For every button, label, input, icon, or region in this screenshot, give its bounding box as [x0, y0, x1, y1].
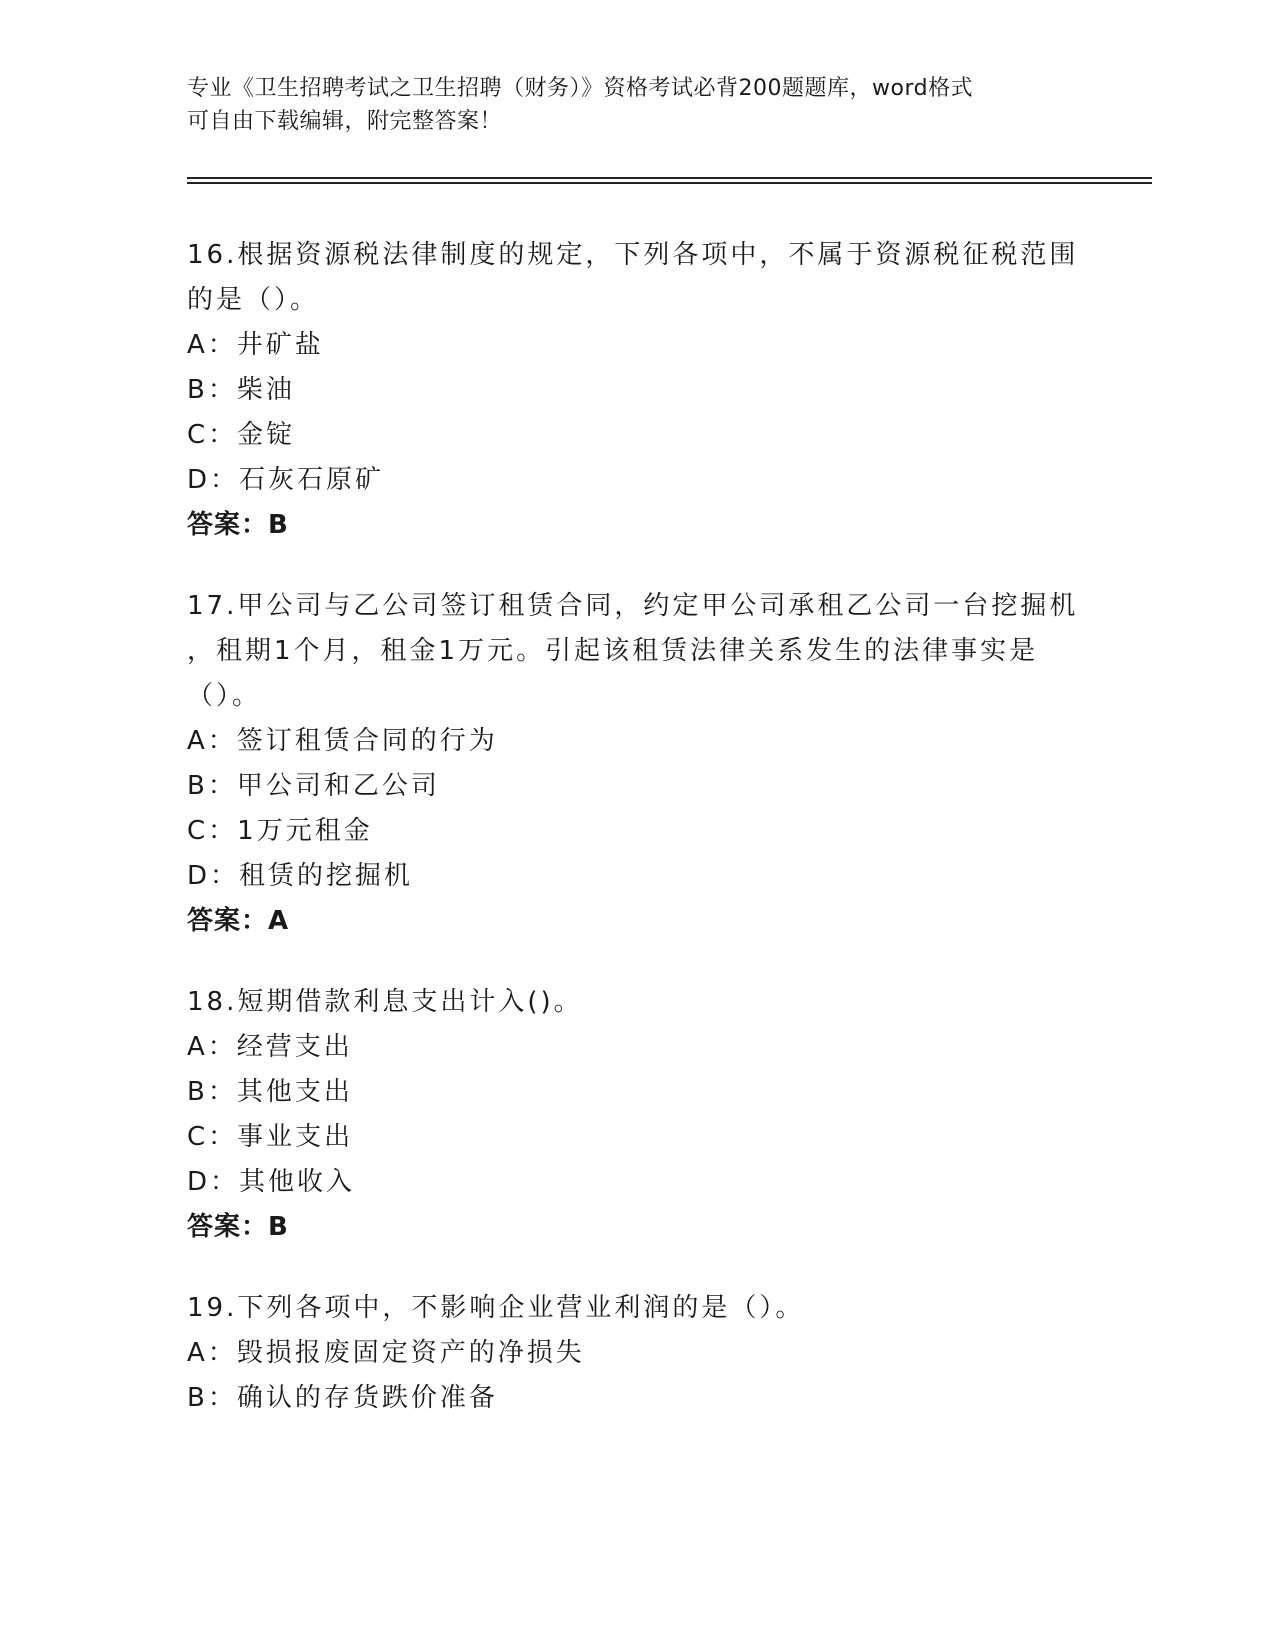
option-c: C：1万元租金: [187, 816, 373, 846]
question-stem: 16.根据资源税法律制度的规定，下列各项中，不属于资源税征税范围 的是（）。: [187, 240, 1079, 315]
option-b: B：甲公司和乙公司: [187, 771, 440, 801]
option-d: D：石灰石原矿: [187, 465, 385, 495]
question-list: [187, 233, 1087, 1457]
header-line-2: 可自由下载编辑，附完整答案！: [187, 109, 503, 134]
option-a: A：毁损报废固定资产的净损失: [187, 1338, 585, 1368]
option-a: A：签订租赁合同的行为: [187, 726, 498, 756]
question-16: [187, 233, 1087, 548]
option-a: A：经营支出: [187, 1032, 353, 1062]
header-line-1: 专业《卫生招聘考试之卫生招聘（财务）》资格考试必背200题题库，word格式: [187, 76, 974, 101]
question-18: [187, 980, 1087, 1250]
question-stem: 17.甲公司与乙公司签订租赁合同，约定甲公司承租乙公司一台挖掘机 ，租期1个月，租金1万元。引起该租赁法律关系发生的法律事实是 （）。: [187, 591, 1079, 711]
option-b: B：柴油: [187, 375, 295, 405]
question-stem: 19.下列各项中，不影响企业营业利润的是（）。: [187, 1293, 805, 1323]
question-19: [187, 1286, 1087, 1421]
option-a: A：井矿盐: [187, 330, 324, 360]
option-c: C：事业支出: [187, 1122, 354, 1152]
answer: 答案：B: [187, 1212, 289, 1242]
option-d: D：租赁的挖掘机: [187, 861, 414, 891]
document-header: [187, 72, 1067, 138]
option-d: D：其他收入: [187, 1167, 356, 1197]
header-rule-bottom: [187, 182, 1152, 184]
option-c: C：金锭: [187, 420, 296, 450]
option-b: B：其他支出: [187, 1077, 353, 1107]
answer: 答案：B: [187, 510, 289, 540]
header-rule-top: [187, 177, 1152, 179]
answer: 答案：A: [187, 906, 290, 936]
question-17: [187, 584, 1087, 944]
option-b: B：确认的存货跌价准备: [187, 1383, 498, 1413]
question-stem: 18.短期借款利息支出计入()。: [187, 987, 583, 1017]
